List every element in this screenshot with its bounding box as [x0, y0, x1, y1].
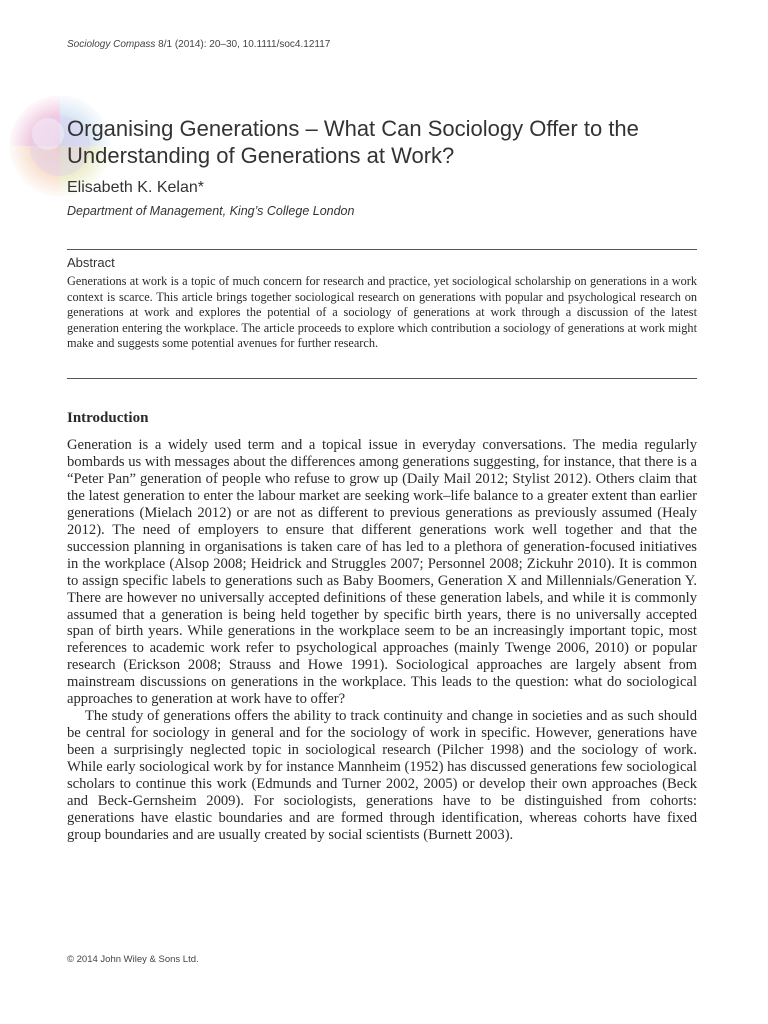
abstract-bottom-rule — [67, 378, 697, 379]
author-name: Elisabeth K. Kelan* — [67, 179, 204, 196]
author-affiliation: Department of Management, King’s College London — [67, 204, 355, 218]
citation-details: 8/1 (2014): 20–30, 10.1111/soc4.12117 — [155, 39, 331, 50]
copyright-notice: © 2014 John Wiley & Sons Ltd. — [67, 954, 199, 965]
abstract-text: Generations at work is a topic of much concern for research and practice, yet sociological scholarship on generations in a work context is scarce. This article brings together sociological research on generations with popular and psychological research on generations at work and explores the potential of a sociology of generations at work through a discussion of the latest generation entering the workplace. The article proceeds to explore which contribution a sociology of generations at work might make and suggests some potential avenues for further research. — [67, 274, 697, 350]
abstract-heading: Abstract — [67, 255, 115, 270]
introduction-body — [67, 437, 697, 844]
introduction-paragraph-1: Generation is a widely used term and a topical issue in everyday conversations. The media regularly bombards us with messages about the differences among generations suggesting, for instance, that there is a “Peter Pan” generation of people who refuse to grow up (Daily Mail 2012; Stylist 2012). Others claim that the latest generation to enter the labour market are seeking work–life balance to a greater extent than earlier generations (Mielach 2012) or are not as different to previous generations as previously assumed (Healy 2012). The need of employers to ensure that different generations work well together and that the succession planning in organisations is taken care of has led to a plethora of generation-focused initiatives in the workplace (Alsop 2008; Heidrick and Struggles 2007; Personnel 2008; Zickuhr 2010). It is common to assign specific labels to generations such as Baby Boomers, Generation X and Millennials/Generation Y. There are however no universally accepted definitions of these generation labels, and while it is commonly assumed that a generation is being held together by specific birth years, there is no universally accepted span of birth years. While generations in the workplace seem to be an increasingly important topic, most references to academic work refer to psychological approaches (mainly Twenge 2006, 2010) or popular research (Erickson 2008; Strauss and Howe 1991). Sociological approaches are largely absent from mainstream discussions on generations in the workplace. This leads to the question: what do sociological approaches to generation at work have to offer? — [67, 437, 697, 708]
journal-citation — [67, 39, 330, 50]
introduction-paragraph-2: The study of generations offers the ability to track continuity and change in societies and as such should be central for sociology in general and for the sociology of work in specific. However, generations have been a surprisingly neglected topic in sociological research (Pilcher 1998) and the sociology of work. While early sociological work by for instance Mannheim (1952) has discussed generations few sociological scholars to continue this work (Edmunds and Turner 2002, 2005) or develop their own approaches (Beck and Beck-Gernsheim 2009). For sociologists, generations have to be distinguished from cohorts: generations have elastic boundaries and are formed through identification, whereas cohorts have fixed group boundaries and are usually created by social scientists (Burnett 2003). — [67, 708, 697, 843]
article-title: Organising Generations – What Can Sociology Offer to the Understanding of Generations at Work? — [67, 116, 639, 168]
introduction-heading: Introduction — [67, 410, 149, 426]
journal-name: Sociology Compass — [67, 39, 156, 50]
abstract-top-rule — [67, 249, 697, 250]
